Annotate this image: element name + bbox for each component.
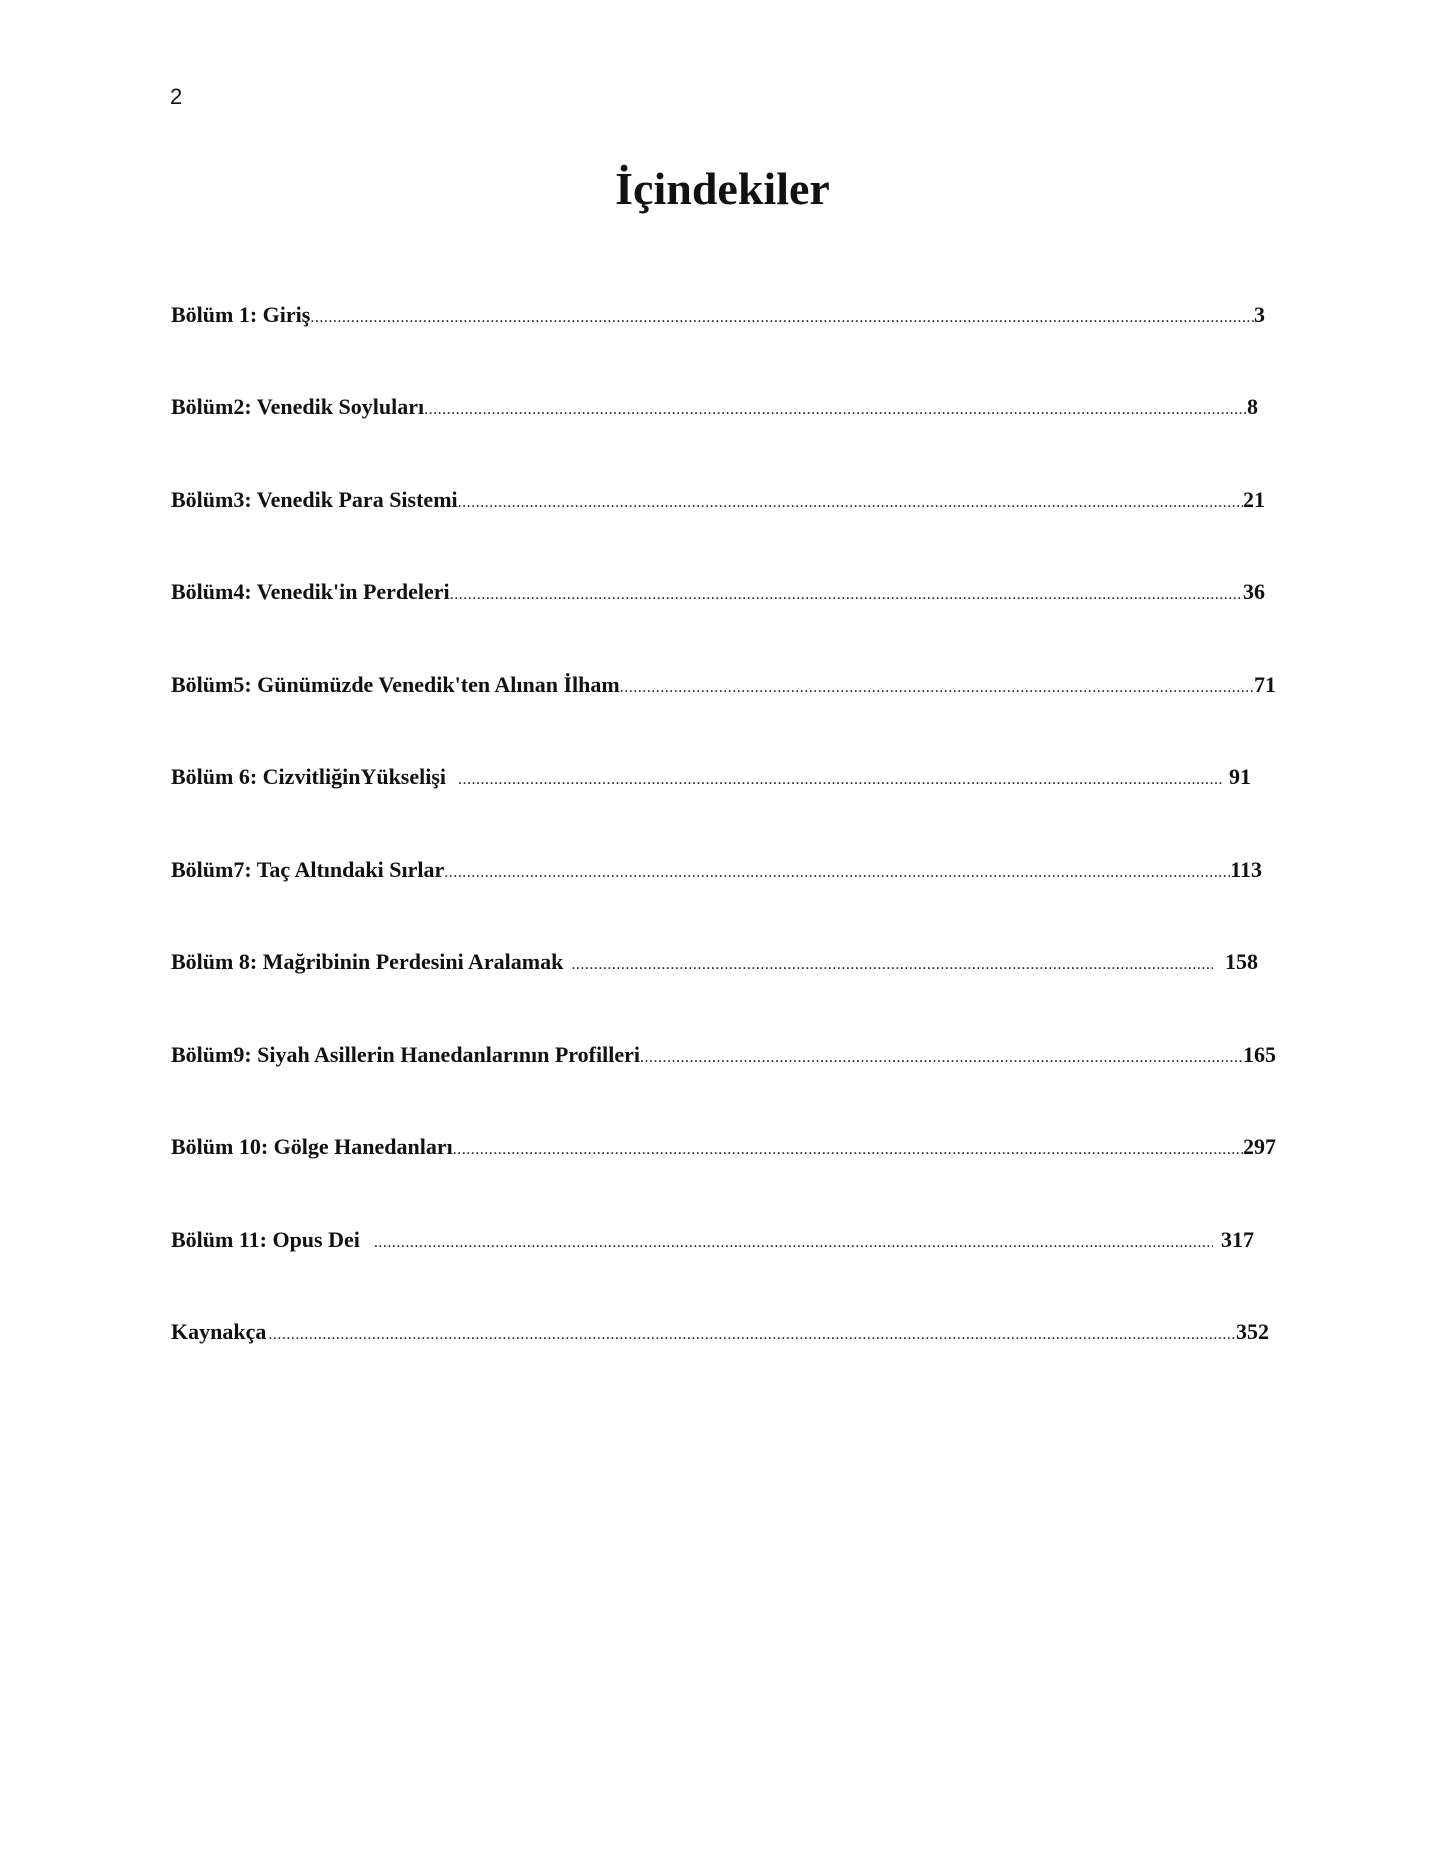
toc-entry-title: Kaynakça xyxy=(171,1319,267,1344)
toc-entry[interactable] xyxy=(171,1040,1276,1073)
toc-entry-page: 297 xyxy=(1243,1134,1276,1159)
toc-entry-title: Bölüm4: Venedik'in Perdeleri xyxy=(171,579,450,604)
dot-leader xyxy=(453,1135,1243,1165)
toc-entry-page: 317 xyxy=(1221,1227,1254,1252)
toc-entry-page: 8 xyxy=(1247,394,1258,419)
dot-leader xyxy=(640,1043,1243,1073)
toc-entry-page: 113 xyxy=(1230,857,1262,882)
dot-leader xyxy=(374,1228,1213,1258)
toc-entry[interactable] xyxy=(171,300,1265,333)
toc-entry-title: Bölüm 11: Opus Dei xyxy=(171,1227,360,1252)
toc-entry-page: 158 xyxy=(1225,949,1258,974)
toc-entry-page: 165 xyxy=(1243,1042,1276,1067)
dot-leader xyxy=(620,673,1254,703)
toc-entry[interactable] xyxy=(171,577,1265,610)
toc-entry-title: Bölüm9: Siyah Asillerin Hanedanlarının Profilleri xyxy=(171,1042,640,1067)
toc-entry[interactable] xyxy=(171,1132,1276,1165)
dot-leader xyxy=(310,303,1254,333)
dot-leader xyxy=(458,765,1223,795)
toc-entry[interactable] xyxy=(171,762,1251,795)
toc-entry[interactable] xyxy=(171,855,1262,888)
toc-entry[interactable] xyxy=(171,1317,1269,1350)
toc-entry[interactable] xyxy=(171,670,1276,703)
dot-leader xyxy=(450,580,1243,610)
toc-entry-title: Bölüm 8: Mağribinin Perdesini Aralamak xyxy=(171,949,564,974)
toc-entry-title: Bölüm2: Venedik Soyluları xyxy=(171,394,425,419)
toc-entry[interactable] xyxy=(171,392,1258,425)
toc-entry-title: Bölüm 1: Giriş xyxy=(171,302,311,327)
toc-entry-title: Bölüm 6: CizvitliğinYükselişi xyxy=(171,764,447,789)
toc-entry-page: 71 xyxy=(1254,672,1276,697)
page-number: 2 xyxy=(170,84,183,109)
page-title: İçindekiler xyxy=(615,163,830,214)
dot-leader xyxy=(424,395,1247,425)
toc-entry-page: 21 xyxy=(1243,487,1265,512)
dot-leader xyxy=(444,858,1230,888)
toc-entry[interactable] xyxy=(171,947,1258,980)
toc-entry-page: 91 xyxy=(1229,764,1251,789)
toc-entry[interactable] xyxy=(171,1225,1254,1258)
dot-leader xyxy=(458,488,1243,518)
toc-entry-title: Bölüm7: Taç Altındaki Sırlar xyxy=(171,857,445,882)
toc-entry-title: Bölüm3: Venedik Para Sistemi xyxy=(171,487,458,512)
toc-entry-page: 36 xyxy=(1243,579,1265,604)
toc-entry-page: 3 xyxy=(1254,302,1265,327)
toc-entry-title: Bölüm5: Günümüzde Venedik'ten Alınan İlham xyxy=(171,672,620,697)
toc-entry[interactable] xyxy=(171,485,1265,518)
dot-leader xyxy=(571,950,1213,980)
toc-entry-page: 352 xyxy=(1236,1319,1269,1344)
toc-entry-title: Bölüm 10: Gölge Hanedanları xyxy=(171,1134,453,1159)
dot-leader xyxy=(268,1320,1236,1350)
